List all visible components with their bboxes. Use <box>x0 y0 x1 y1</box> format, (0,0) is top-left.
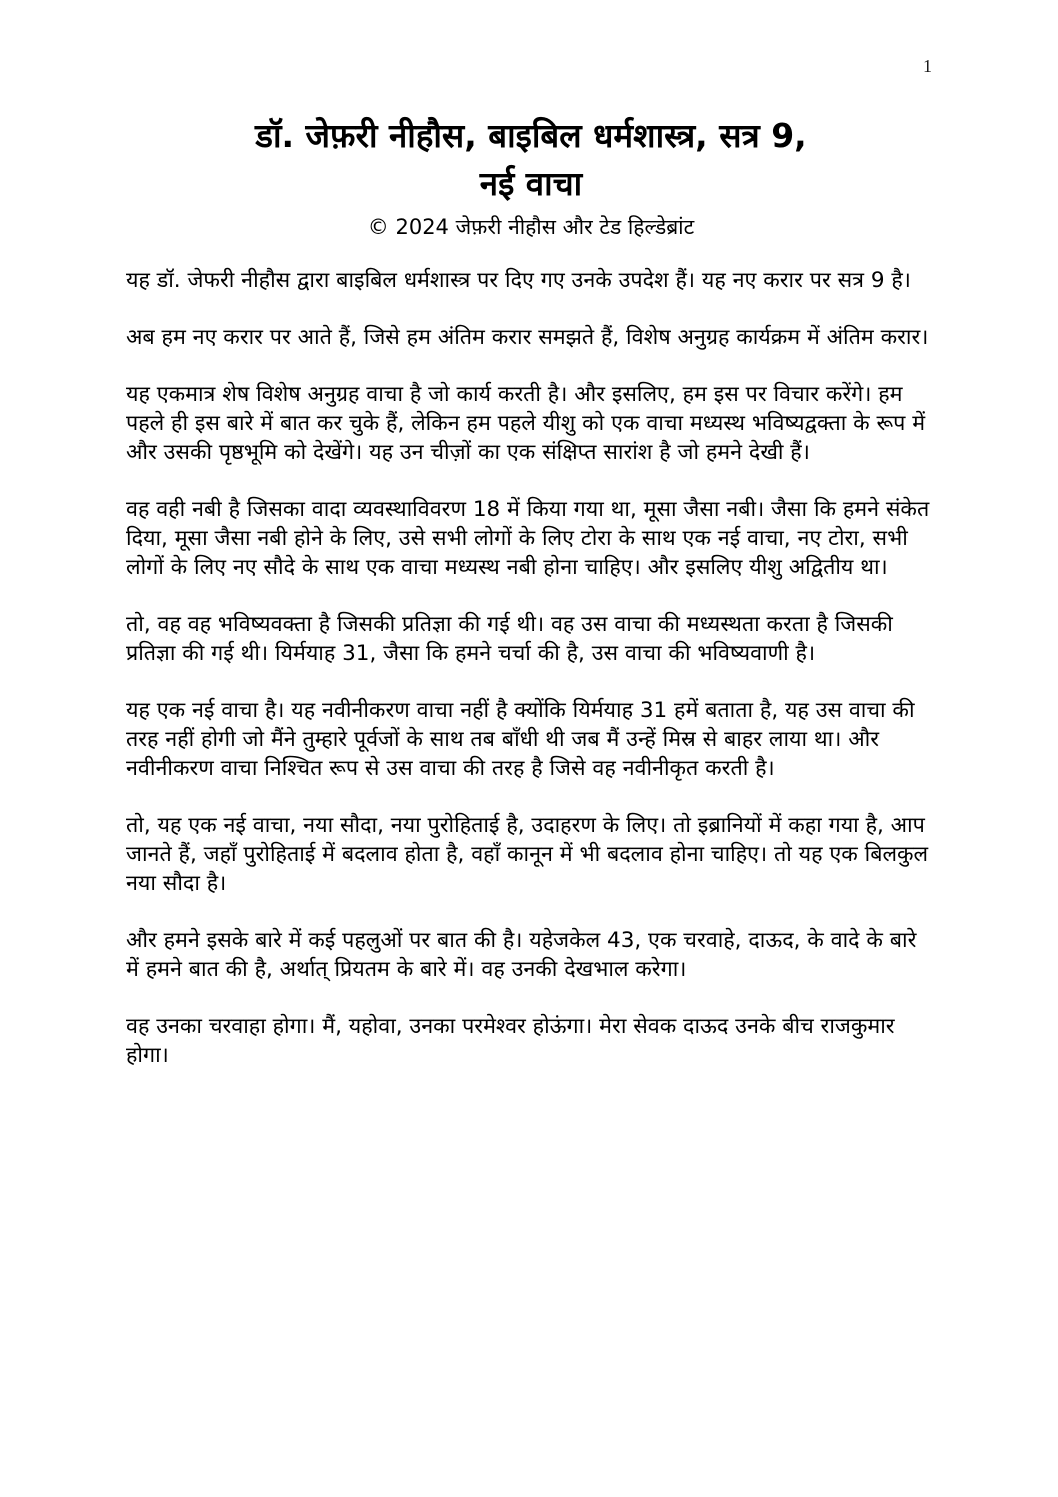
paragraph: यह एक नई वाचा है। यह नवीनीकरण वाचा नहीं है क्योंकि यिर्मयाह 31 हमें बताता है, यह उस वाचा की तरह नहीं होगी जो मैंने तुम्हारे पूर्वजों के साथ तब बाँधी थी जब मैं उन्हें मिस्र से बाहर लाया था। और नवीनीकरण वाचा निश्चित रूप से उस वाचा की तरह है जिसे वह नवीनीकृत करती है। <box>126 698 915 781</box>
paragraph: यह डॉ. जेफरी नीहौस द्वारा बाइबिल धर्मशास्त्र पर दिए गए उनके उपदेश हैं। यह नए करार पर सत्र 9 है। <box>126 268 911 293</box>
paragraph: यह एकमात्र शेष विशेष अनुग्रह वाचा है जो कार्य करती है। और इसलिए, हम इस पर विचार करेंगे। हम पहले ही इस बारे में बात कर चुके हैं, लेकिन हम पहले यीशु को एक वाचा मध्यस्थ भविष्यद्वक्ता के रूप में और उसकी पृष्ठभूमि को देखेंगे। यह उन चीज़ों का एक संक्षिप्त सारांश है जो हमने देखी हैं। <box>126 382 926 465</box>
document-title-line2: नई वाचा <box>479 164 583 203</box>
page-number: 1 <box>923 56 932 76</box>
paragraph: वह उनका चरवाहा होगा। मैं, यहोवा, उनका परमेश्वर होऊंगा। मेरा सेवक दाऊद उनके बीच राजकुमार होगा। <box>126 1014 895 1068</box>
paragraph: और हमने इसके बारे में कई पहलुओं पर बात की है। यहेजकेल 43, एक चरवाहे, दाऊद, के वादे के बारे में हमने बात की है, अर्थात् प्रियतम के बारे में। वह उनकी देखभाल करेगा। <box>126 928 917 982</box>
document-title-line1: डॉ. जेफ़री नीहौस, बाइबिल धर्मशास्त्र, सत्र 9, <box>255 116 807 155</box>
paragraph: वह वही नबी है जिसका वादा व्यवस्थाविवरण 18 में किया गया था, मूसा जैसा नबी। जैसा कि हमने संकेत दिया, मूसा जैसा नबी होने के लिए, उसे सभी लोगों के लिए टोरा के साथ एक नई वाचा, नए टोरा, सभी लोगों के लिए नए सौदे के साथ एक वाचा मध्यस्थ नबी होना चाहिए। और इसलिए यीशु अद्वितीय था। <box>126 497 930 580</box>
paragraph: अब हम नए करार पर आते हैं, जिसे हम अंतिम करार समझते हैं, विशेष अनुग्रह कार्यक्रम में अंतिम करार। <box>126 325 929 350</box>
paragraph: तो, यह एक नई वाचा, नया सौदा, नया पुरोहिताई है, उदाहरण के लिए। तो इब्रानियों में कहा गया है, आप जानते हैं, जहाँ पुरोहिताई में बदलाव होता है, वहाँ कानून में भी बदलाव होना चाहिए। तो यह एक बिलकुल नया सौदा है। <box>126 813 929 896</box>
copyright-line: © 2024 जेफ़री नीहौस और टेड हिल्डेब्रांट <box>367 215 695 239</box>
document-body <box>126 266 936 1070</box>
paragraph: तो, वह वह भविष्यवक्ता है जिसकी प्रतिज्ञा की गई थी। वह उस वाचा की मध्यस्थता करता है जिसकी प्रतिज्ञा की गई थी। यिर्मयाह 31, जैसा कि हमने चर्चा की है, उस वाचा की भविष्यवाणी है। <box>126 612 893 666</box>
document-title <box>126 112 936 208</box>
